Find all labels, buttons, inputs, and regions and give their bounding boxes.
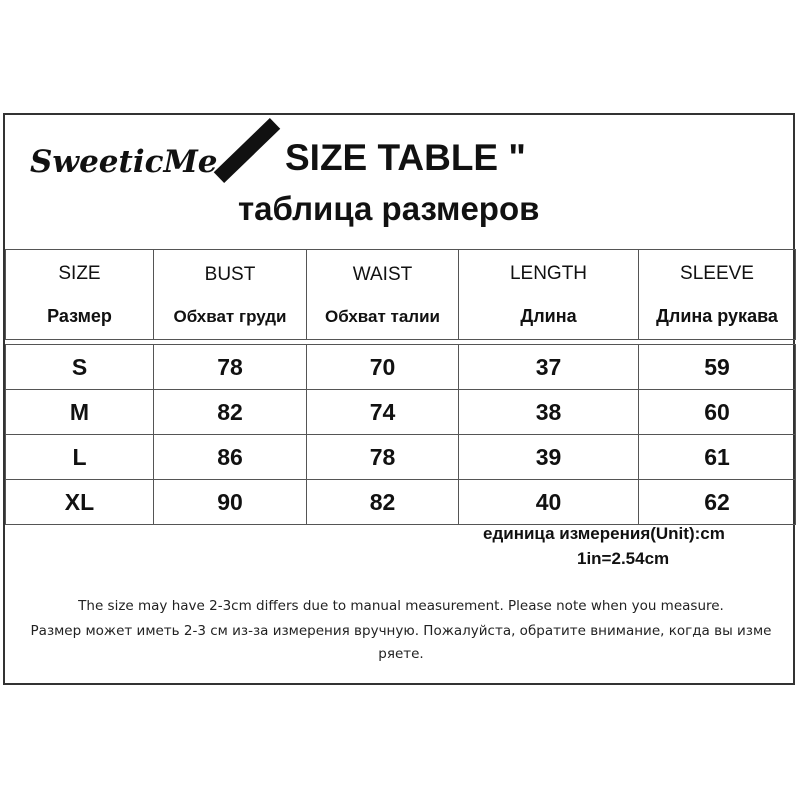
measurement-note-ru: Размер может иметь 2-3 см из-за измерения вручную. Пожалуйста, обратите внимание, когда вы изме [30, 623, 772, 639]
measurement-note-ru-continued: ряете. [378, 646, 424, 662]
header-length [459, 250, 639, 340]
header-label-en: LENGTH [509, 263, 588, 284]
page-subtitle: таблица размеров [238, 190, 540, 227]
cell-size: L [6, 435, 154, 480]
cell-length: 38 [459, 390, 639, 435]
cell-bust: 90 [154, 480, 307, 525]
brand-logo: SweeticMe [30, 144, 218, 180]
page-title: SIZE TABLE " [285, 137, 526, 178]
cell-bust: 82 [154, 390, 307, 435]
header-label-en: SLEEVE [680, 263, 754, 284]
header-waist [307, 250, 459, 340]
cell-waist: 70 [307, 345, 459, 390]
cell-size: XL [6, 480, 154, 525]
header-label-ru: Размер [47, 306, 112, 326]
header-label-ru: Обхват груди [173, 306, 287, 326]
table-row [6, 435, 796, 480]
cell-waist: 82 [307, 480, 459, 525]
cell-sleeve: 60 [639, 390, 796, 435]
measurement-note-en: The size may have 2-3cm differs due to manual measurement. Please note when you measure. [78, 598, 724, 614]
cell-bust: 86 [154, 435, 307, 480]
cell-size: M [6, 390, 154, 435]
cell-sleeve: 59 [639, 345, 796, 390]
header-bust [154, 250, 307, 340]
unit-note: единица измерения(Unit):cm [483, 524, 725, 543]
cell-waist: 74 [307, 390, 459, 435]
header-size [6, 250, 154, 340]
size-table [5, 249, 796, 525]
table-header-row [6, 250, 796, 340]
cell-sleeve: 62 [639, 480, 796, 525]
header-label-ru: Длина [520, 306, 577, 326]
header-label-en: WAIST [352, 263, 413, 285]
unit-conversion: 1in=2.54cm [577, 549, 670, 568]
cell-length: 37 [459, 345, 639, 390]
cell-length: 40 [459, 480, 639, 525]
header-label-ru: Длина рукава [656, 306, 778, 326]
table-row [6, 345, 796, 390]
table-row [6, 390, 796, 435]
cell-sleeve: 61 [639, 435, 796, 480]
cell-waist: 78 [307, 435, 459, 480]
cell-length: 39 [459, 435, 639, 480]
table-row [6, 480, 796, 525]
header-label-en: BUST [204, 263, 256, 285]
header-sleeve [639, 250, 796, 340]
cell-size: S [6, 345, 154, 390]
header-label-ru: Обхват талии [325, 306, 440, 326]
header-label-en: SIZE [58, 263, 101, 284]
cell-bust: 78 [154, 345, 307, 390]
